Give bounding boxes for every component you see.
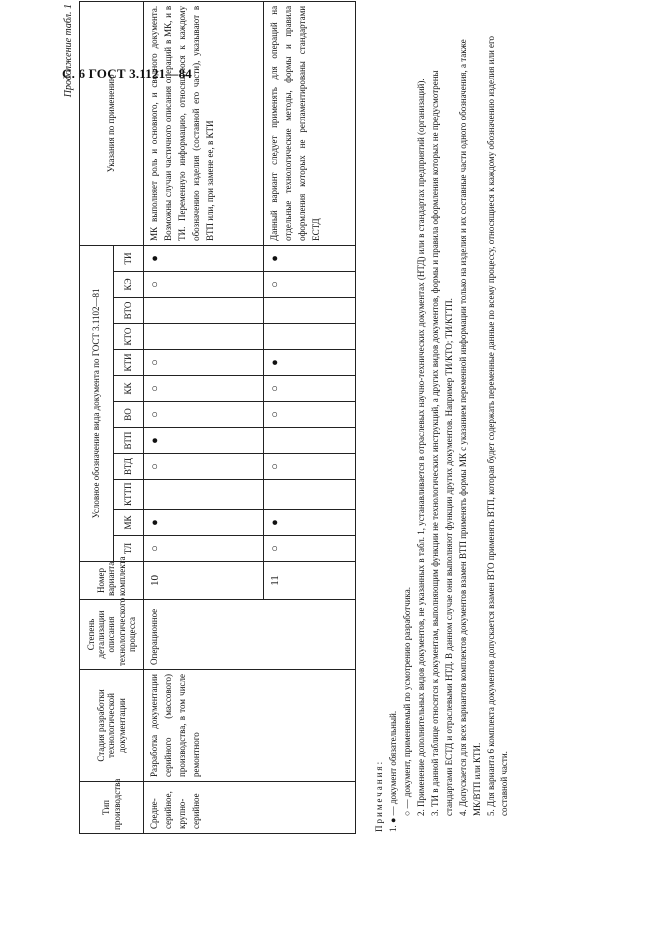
- rotated-page-content: [63, 4, 623, 834]
- cell-mark: ●: [144, 428, 264, 454]
- cell-instructions: Данный вариант следует применять для операций на отдельные технологические методы, формы и правила оформления которых не регламентированы стандартами ЕСТД: [264, 1, 356, 245]
- table-row: [144, 1, 264, 833]
- cell-mark: ○: [264, 402, 356, 428]
- cell-mark: ○: [264, 376, 356, 402]
- cell-production-type: Средне-серийное, крупно-серийное: [144, 782, 356, 834]
- doc-code-tl: ТЛ: [114, 536, 144, 562]
- cell-mark: ○: [144, 272, 264, 298]
- note-5: 5. Для варианта 6 комплекта документов допускается взамен ВТО применять ВТП, которая будет содержать переменные данные по всему процессу, относящиеся к каждому обозначению изделия или его составной части.: [485, 35, 510, 816]
- cell-detail: Операционное: [144, 600, 356, 670]
- note-1a: 1. ● — документ обязательный.: [387, 710, 398, 832]
- col-header-variant: Номер варианта комплекта: [80, 562, 144, 600]
- cell-instructions: МК выполняет роль и основного, и сводного документа. Возможны случаи частичного описания операций в МК, и в ТИ. Переменную информацию, относящуюся к каждому обозначению изделия (составной его части), указывают в ВТП или, при замене ее, в КТИ: [144, 1, 264, 245]
- cell-mark: [264, 324, 356, 350]
- continuation-label: Продолжение табл. 1: [63, 4, 74, 98]
- doc-code-ke: КЭ: [114, 272, 144, 298]
- doc-code-kti: КТИ: [114, 350, 144, 376]
- cell-mark: ●: [264, 350, 356, 376]
- doc-code-vo: ВО: [114, 402, 144, 428]
- cell-mark: ●: [144, 510, 264, 536]
- cell-mark: ○: [264, 272, 356, 298]
- cell-mark: ○: [144, 536, 264, 562]
- note-1b: ○ — документ, применяемый по усмотрению разработчика.: [401, 586, 412, 816]
- note-2: 2. Применение дополнительных видов документов, не указанных в табл. 1, устанавливается в отраслевых научно-технических документах (НТД) или в стандартах предприятий (организаций).: [415, 78, 426, 816]
- note-4: 4. Допускается для всех вариантов комплектов документов взамен ВТП применять формы МК с указанием переменной информации только на изделия и их составные части одного обозначения, а также МК/ВТП или КТИ.: [457, 39, 482, 816]
- doc-code-vtp: ВТП: [114, 428, 144, 454]
- cell-mark: ○: [264, 536, 356, 562]
- cell-mark: [264, 428, 356, 454]
- notes-title: Примечания:: [374, 759, 384, 832]
- col-header-doc-group: Условное обозначение вида документа по ГОСТ 3.1102—81: [80, 245, 114, 561]
- page-header: С. 6 ГОСТ 3.1121—84: [62, 66, 192, 81]
- doc-code-vto: ВТО: [114, 298, 144, 324]
- cell-mark: ○: [144, 350, 264, 376]
- doc-code-kto: КТО: [114, 324, 144, 350]
- doc-code-vtd: ВТД: [114, 454, 144, 480]
- col-header-stage: Стадия разработки технологической документации: [80, 670, 144, 782]
- cell-mark: ●: [144, 245, 264, 271]
- document-table: [79, 1, 356, 834]
- cell-mark: ○: [144, 402, 264, 428]
- cell-mark: [144, 480, 264, 510]
- cell-mark: [144, 298, 264, 324]
- cell-mark: [264, 480, 356, 510]
- col-header-type: Тип производства: [80, 782, 144, 834]
- cell-mark: ○: [144, 376, 264, 402]
- doc-code-mk: МК: [114, 510, 144, 536]
- doc-code-kk: КК: [114, 376, 144, 402]
- cell-stage: Разработка документации серийного (массового) производства, в том числе ремонтного: [144, 670, 356, 782]
- col-header-detail: Степень детализации описания технологического процесса: [80, 600, 144, 670]
- cell-mark: [144, 324, 264, 350]
- notes-section: [373, 24, 512, 832]
- note-3: 3. ТИ в данной таблице относятся к документам, выполняющим функции не технологических инструкций, а других видов документов, формы и правила оформления которых не предусмотрены стандартами ЕСТД и отраслевыми НТД. В данном случае они выполняют функции других документов. Например ТИ/КТО; ТИ/КТТП.: [429, 70, 454, 816]
- cell-mark: ●: [264, 245, 356, 271]
- cell-mark: ○: [144, 454, 264, 480]
- cell-variant: 10: [144, 562, 264, 600]
- cell-mark: ○: [264, 454, 356, 480]
- cell-mark: ●: [264, 510, 356, 536]
- cell-mark: [264, 298, 356, 324]
- doc-code-kttp: КТТП: [114, 480, 144, 510]
- cell-variant: 11: [264, 562, 356, 600]
- doc-code-ti: ТИ: [114, 245, 144, 271]
- col-header-instructions: Указания по применению: [80, 1, 144, 245]
